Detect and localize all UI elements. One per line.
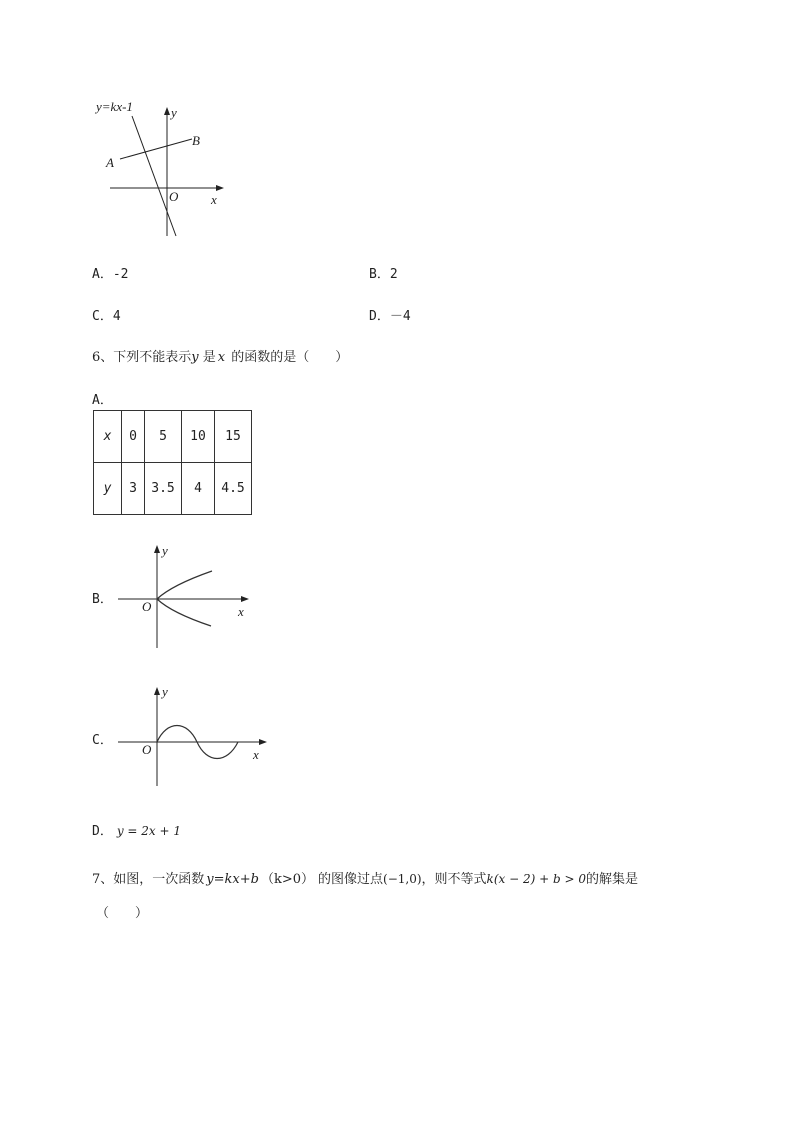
table-row bbox=[94, 411, 252, 463]
x-axis-arrow bbox=[241, 596, 249, 602]
label-x: x bbox=[238, 604, 244, 619]
option-value: 4 bbox=[112, 309, 121, 324]
option-key: B． bbox=[369, 267, 390, 282]
label-y: y bbox=[162, 684, 168, 699]
line-label: y=kx-1 bbox=[96, 99, 133, 114]
table-cell: 5 bbox=[145, 411, 182, 463]
option-formula: y = 2x + 1 bbox=[116, 824, 182, 838]
label-y: y bbox=[162, 543, 168, 558]
y-axis-arrow bbox=[154, 687, 160, 695]
option-key: C． bbox=[92, 309, 113, 324]
q5-option-b[interactable] bbox=[369, 263, 398, 282]
option-value: 2 bbox=[389, 267, 398, 282]
table-cell: 4 bbox=[182, 463, 215, 515]
option-key: D． bbox=[92, 824, 113, 839]
table-cell: 4.5 bbox=[215, 463, 252, 515]
table-cell: 0 bbox=[122, 411, 145, 463]
x-axis-arrow bbox=[259, 739, 267, 745]
q6-stem: 6、下列不能表示y 是 x 的函数的是（ ） bbox=[92, 350, 349, 365]
label-a: A bbox=[106, 155, 114, 170]
q6-option-b-graph bbox=[112, 540, 262, 652]
q5-option-a[interactable] bbox=[92, 263, 128, 282]
table-cell: 3.5 bbox=[145, 463, 182, 515]
q6-option-a-key[interactable]: A． bbox=[92, 393, 113, 408]
y-axis-arrow bbox=[154, 545, 160, 553]
x-axis-arrow bbox=[216, 185, 224, 191]
label-o: O bbox=[142, 742, 152, 757]
label-o: O bbox=[142, 599, 152, 614]
y-axis-arrow bbox=[164, 107, 170, 115]
q6-option-c-key[interactable]: C． bbox=[92, 733, 113, 748]
label-y: y bbox=[171, 105, 177, 120]
q5-option-d[interactable] bbox=[369, 305, 411, 324]
option-key: A． bbox=[92, 267, 113, 282]
table-cell: 10 bbox=[182, 411, 215, 463]
table-cell: 3 bbox=[122, 463, 145, 515]
q7-stem: 7、如图，一次函数 y=kx+b （k>0） 的图像过点(−1,0)，则不等式k(x − 2) + b > 0的解集是 bbox=[92, 872, 638, 887]
table-cell: 15 bbox=[215, 411, 252, 463]
option-key: D． bbox=[369, 309, 390, 324]
q5-option-c[interactable] bbox=[92, 305, 121, 324]
label-x: x bbox=[211, 192, 217, 207]
label-o: O bbox=[169, 189, 179, 204]
table-cell: y bbox=[94, 463, 122, 515]
label-b: B bbox=[192, 133, 200, 148]
q6-option-d[interactable] bbox=[92, 820, 181, 839]
option-value: －4 bbox=[389, 309, 411, 324]
q7-blank: （ ） bbox=[96, 906, 149, 921]
table-row bbox=[94, 463, 252, 515]
line-kx-minus-1 bbox=[132, 116, 176, 236]
table-cell: x bbox=[94, 411, 122, 463]
q6-option-a-table bbox=[93, 410, 252, 515]
q5-figure bbox=[90, 96, 240, 246]
q6-option-b-key[interactable]: B． bbox=[92, 592, 113, 607]
label-x: x bbox=[253, 747, 259, 762]
q6-option-c-graph bbox=[112, 682, 272, 790]
line-ab bbox=[120, 139, 192, 159]
option-value: -2 bbox=[112, 267, 129, 282]
